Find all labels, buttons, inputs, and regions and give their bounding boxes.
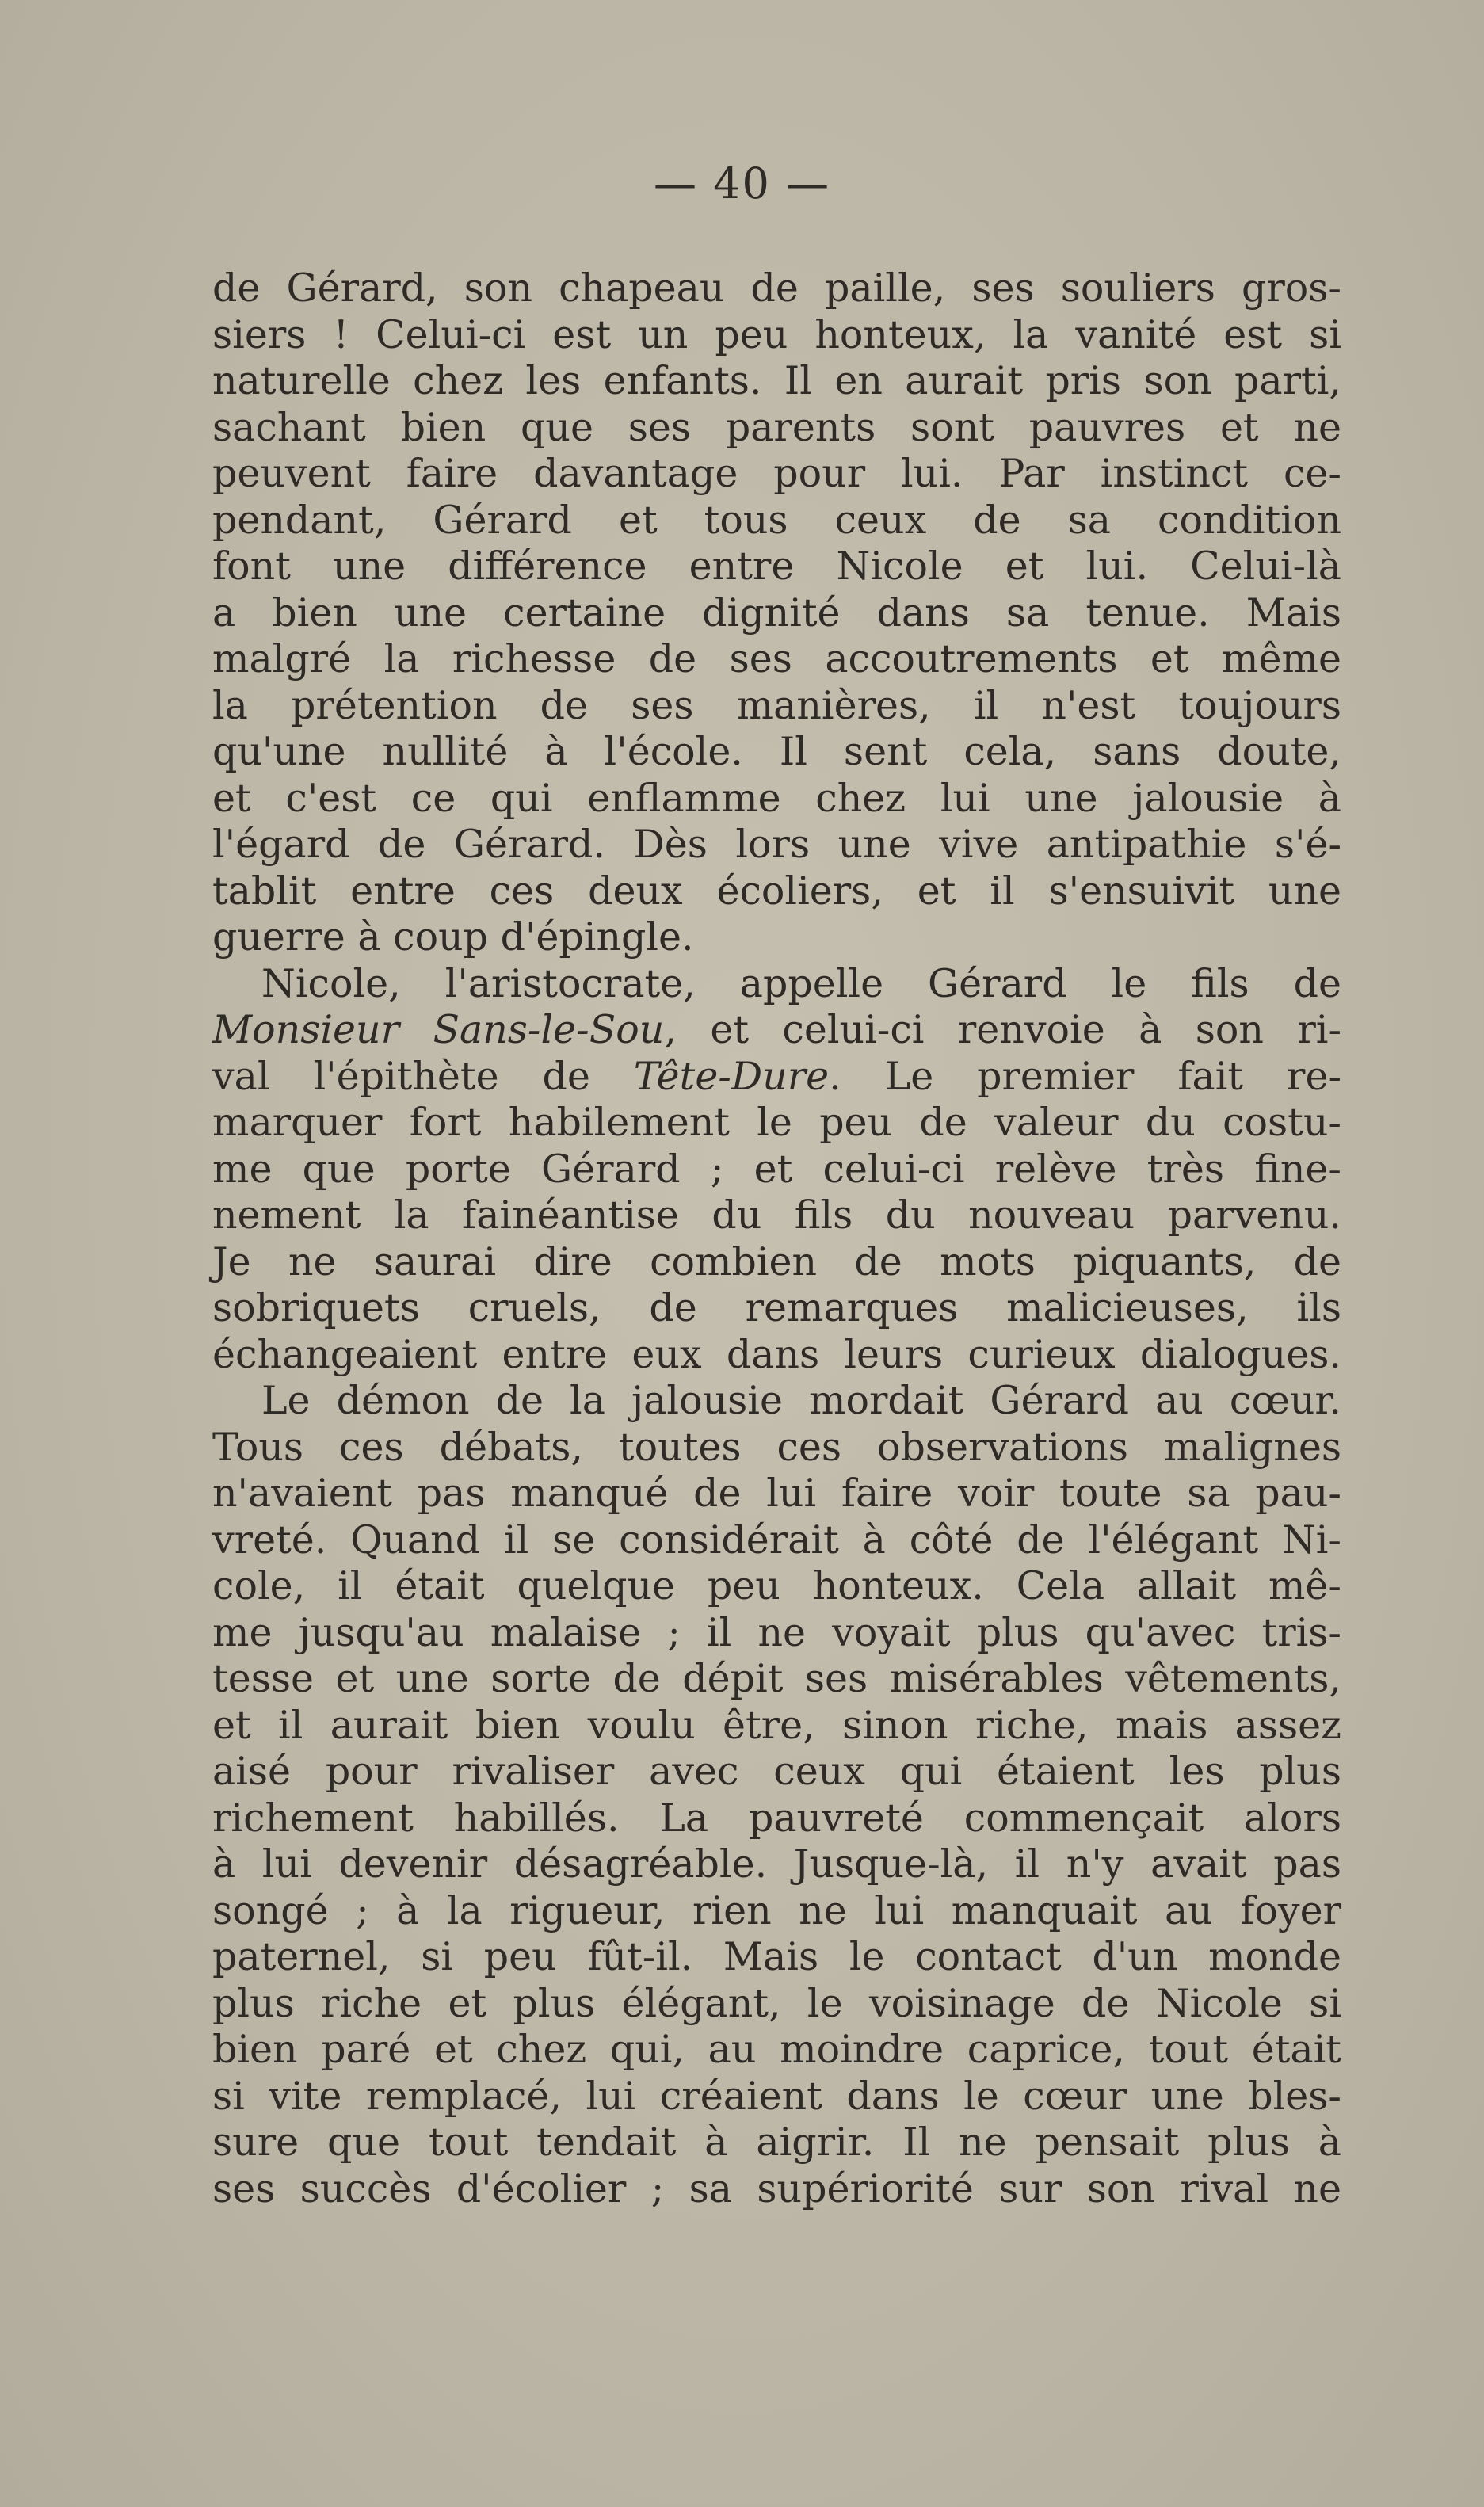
text-line: et c'est ce qui enflamme chez lui une jalousie à [212,775,1341,821]
text-line: l'égard de Gérard. Dès lors une vive antipathie s'é- [212,822,1341,867]
text-line: font une différence entre Nicole et lui. Celui-là [212,544,1341,589]
text-line: aisé pour rivaliser avec ceux qui étaient les plus [212,1749,1341,1794]
text-line: si vite remplacé, lui créaient dans le cœur une bles- [212,2073,1341,2119]
text-line: tesse et une sorte de dépit ses misérables vêtements, [212,1656,1341,1701]
text-line: paternel, si peu fût-il. Mais le contact d'un monde [212,1934,1341,1979]
page-number: — 40 — [653,158,831,208]
text-span: val l'épithète de [212,1053,634,1099]
text-line: sobriquets cruels, de remarques malicieuses, ils [212,1285,1341,1330]
text-line: songé ; à la rigueur, rien ne lui manquait au foyer [212,1887,1341,1933]
text-span: , et celui-ci renvoie à son ri- [664,1007,1341,1052]
italic-name: Tête-Dure [633,1053,830,1099]
text-line: plus riche et plus élégant, le voisinage de Nicole si [212,1980,1341,2026]
text-line: la prétention de ses manières, il n'est toujours [212,682,1341,728]
text-line: pendant, Gérard et tous ceux de sa condition [212,497,1341,543]
text-line: me que porte Gérard ; et celui-ci relève très fine- [212,1146,1341,1192]
text-line: a bien une certaine dignité dans sa tenue. Mais [212,590,1341,635]
text-line: cole, il était quelque peu honteux. Cela allait mê- [212,1563,1341,1608]
text-line: tablit entre ces deux écoliers, et il s'ensuivit une [212,868,1341,914]
text-line: de Gérard, son chapeau de paille, ses souliers gros- [212,265,1341,311]
text-line: sachant bien que ses parents sont pauvres et ne [212,404,1341,450]
text-line [212,1054,1341,1101]
text-line: n'avaient pas manqué de lui faire voir toute sa pau- [212,1471,1341,1516]
body-text [212,265,1341,2212]
text-line: nement la fainéantise du fils du nouveau parvenu. [212,1192,1341,1238]
text-line: à lui devenir désagréable. Jusque-là, il n'y avait pas [212,1841,1341,1887]
paragraph-end-line: échangeaient entre eux dans leurs curieux dialogues. [212,1331,1341,1377]
text-line: richement habillés. La pauvreté commençait alors [212,1795,1341,1841]
text-line: sure que tout tendait à aigrir. Il ne pensait plus à [212,2120,1341,2165]
paragraph-start-line: Le démon de la jalousie mordait Gérard au cœur. [261,1378,1341,1423]
text-line: siers ! Celui-ci est un peu honteux, la vanité est si [212,311,1341,357]
text-line: naturelle chez les enfants. Il en aurait pris son parti, [212,358,1341,403]
paragraph-start-line: Nicole, l'aristocrate, appelle Gérard le fils de [261,960,1341,1006]
text-line: marquer fort habilement le peu de valeur du costu- [212,1100,1341,1145]
text-line: ses succès d'écolier ; sa supériorité sur son rival ne [212,2165,1341,2211]
text-line: Tous ces débats, toutes ces observations malignes [212,1424,1341,1470]
text-line: peuvent faire davantage pour lui. Par instinct ce- [212,451,1341,496]
text-line: et il aurait bien voulu être, sinon riche, mais assez [212,1702,1341,1748]
text-line: malgré la richesse de ses accoutrements et même [212,636,1341,681]
text-line: Je ne saurai dire combien de mots piquants, de [212,1238,1341,1284]
italic-name: Monsieur Sans-le-Sou [212,1007,665,1052]
text-span: . Le premier fait re- [829,1053,1341,1099]
text-line: bien paré et chez qui, au moindre caprice, tout était [212,2027,1341,2072]
paragraph-end-line: guerre à coup d'épingle. [212,914,694,960]
text-line: me jusqu'au malaise ; il ne voyait plus qu'avec tris- [212,1609,1341,1655]
text-line: vreté. Quand il se considérait à côté de l'élégant Ni- [212,1517,1341,1563]
text-line: qu'une nullité à l'école. Il sent cela, sans doute, [212,729,1341,774]
text-line [212,1007,1341,1054]
